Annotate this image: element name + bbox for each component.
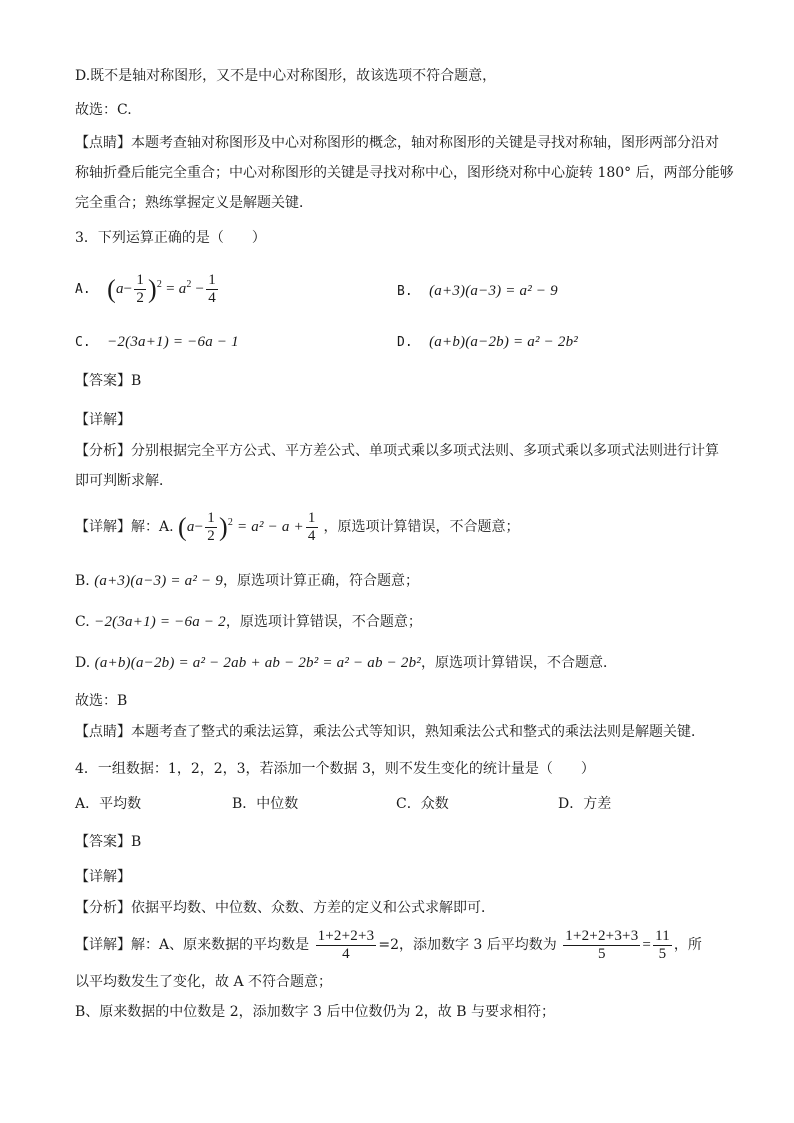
solution-a: 【详解】解：A. (a− $\frac{1}{2}$ )$^2$ = a² − a + $\frac{1}{4}$ ，原选项计算错误，不合题意； bbox=[75, 510, 520, 544]
option-label: D. bbox=[397, 335, 413, 350]
q3-option-c bbox=[75, 332, 239, 353]
answer-label: 【答案】B bbox=[75, 834, 142, 850]
q3-option-d bbox=[397, 332, 578, 353]
math-expression: $\frac{1+2+2+3}{4}$ bbox=[317, 928, 375, 962]
option-label: A. bbox=[75, 281, 91, 297]
text-line: 【点睛】本题考查了整式的乘法运算，乘法公式等知识，熟知乘法公式和整式的乘法法则是解题关键． bbox=[75, 724, 705, 740]
option-label: B. bbox=[397, 284, 413, 299]
detail-label: 【详解】 bbox=[75, 869, 131, 885]
solution-4-mean: 【详解】解：A、原来数据的平均数是 $\frac{1+2+2+3}{4}$ =2，添加数字 3 后平均数为 $\frac{1+2+2+3+3}{5}$ = $\frac{11}{5}$ ，所 bbox=[75, 928, 702, 962]
text-line: 【点睛】本题考查轴对称图形及中心对称图形的概念，轴对称图形的关键是寻找对称轴，图形两部分沿对 bbox=[75, 135, 719, 151]
text-line: 【分析】分别根据完全平方公式、平方差公式、单项式乘以多项式法则、多项式乘以多项式法则进行计算 bbox=[75, 443, 719, 459]
math-expression: (a− $\frac{1}{2}$ )$^2 = a^2$ − $\frac{1}{4}$ bbox=[107, 272, 216, 306]
text-line: B、原来数据的中位数是 2，添加数字 3 后中位数仍为 2，故 B 与要求相符； bbox=[75, 1004, 555, 1020]
text-line: 【分析】依据平均数、中位数、众数、方差的定义和公式求解即可． bbox=[75, 900, 495, 916]
solution-b: B. (a+3)(a−3) = a² − 9，原选项计算正确，符合题意； bbox=[75, 573, 419, 589]
text-line: 完全重合；熟练掌握定义是解题关键． bbox=[75, 195, 313, 211]
q4-option-d: D．方差 bbox=[558, 796, 612, 812]
q3-option-b bbox=[397, 281, 558, 302]
solution-d: D. (a+b)(a−2b) = a² − 2ab + ab − 2b² = a² − ab − 2b²，原选项计算错误，不合题意． bbox=[75, 655, 618, 671]
detail-label: 【详解】 bbox=[75, 412, 131, 428]
math-expression: −2(3a+1) = −6a − 1 bbox=[107, 334, 239, 350]
math-expression: $\frac{1+2+2+3+3}{5}$ = $\frac{11}{5}$ bbox=[565, 928, 670, 962]
text-line: 故选：B bbox=[75, 693, 128, 709]
math-expression: (a− $\frac{1}{2}$ )$^2$ = a² − a + $\frac{1}{4}$ bbox=[178, 510, 316, 544]
q4-option-a: A．平均数 bbox=[75, 796, 142, 812]
answer-label: 【答案】B bbox=[75, 373, 142, 389]
math-expression: (a+3)(a−3) = a² − 9 bbox=[429, 283, 558, 299]
question-4-stem: 4．一组数据：1，2，2，3，若添加一个数据 3，则不发生变化的统计量是（ ） bbox=[75, 761, 595, 777]
q3-option-a bbox=[75, 272, 220, 307]
text-line: 故选：C. bbox=[75, 102, 132, 118]
math-expression: (a+b)(a−2b) = a² − 2b² bbox=[429, 334, 578, 350]
option-label: C. bbox=[75, 335, 91, 350]
solution-c: C. −2(3a+1) = −6a − 2，原选项计算错误，不合题意； bbox=[75, 614, 422, 630]
q4-option-b: B．中位数 bbox=[232, 796, 299, 812]
text-line: 即可判断求解． bbox=[75, 473, 173, 489]
question-3-stem: 3．下列运算正确的是（ ） bbox=[75, 230, 266, 246]
text-line: D.既不是轴对称图形，又不是中心对称图形，故该选项不符合题意， bbox=[75, 68, 497, 84]
q4-option-c: C．众数 bbox=[396, 796, 449, 812]
text-line: 称轴折叠后能完全重合；中心对称图形的关键是寻找对称中心，图形绕对称中心旋转 180° 后，两部分能够 bbox=[75, 165, 734, 181]
text-line: 以平均数发生了变化，故 A 不符合题意； bbox=[75, 974, 333, 990]
